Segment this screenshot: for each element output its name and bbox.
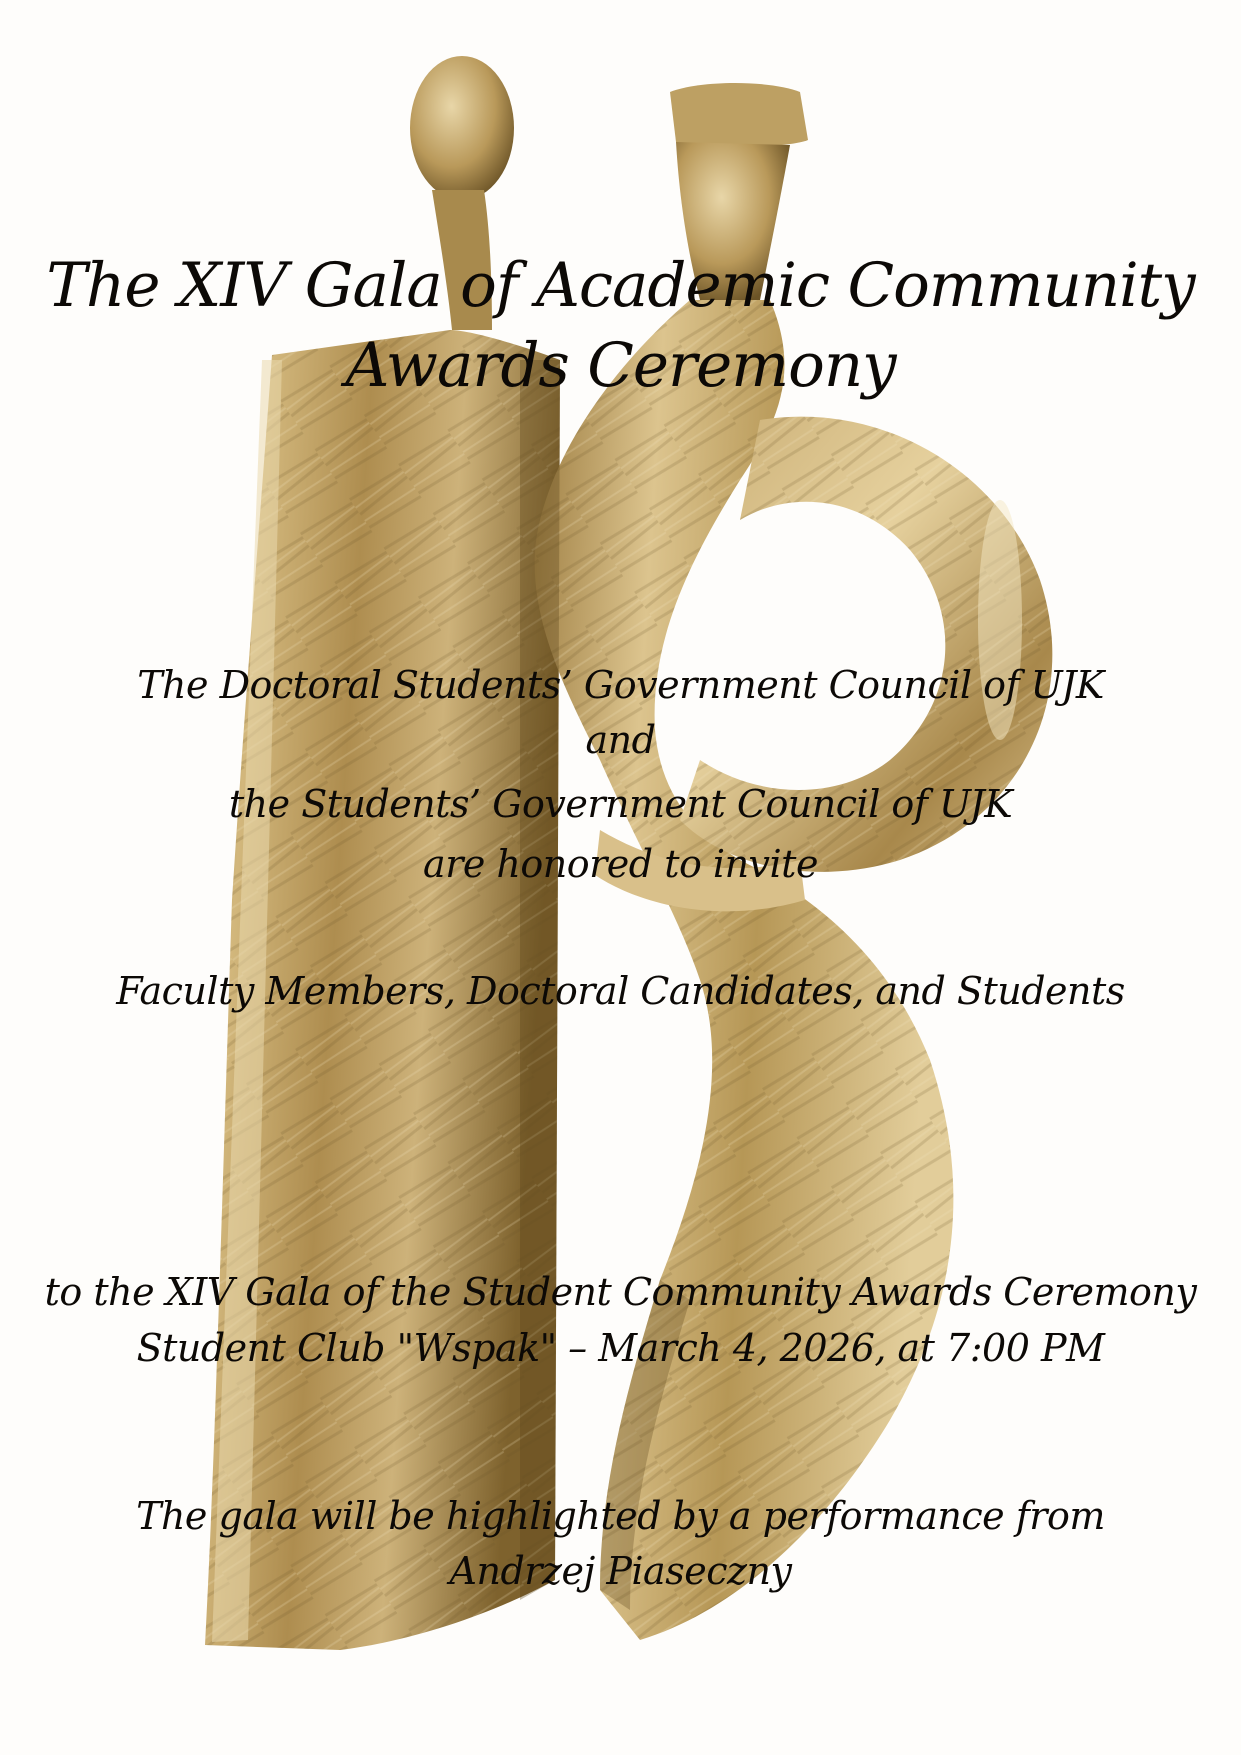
performance-line-1: The gala will be highlighted by a performance from — [136, 1494, 1105, 1538]
event-line-2: Student Club "Wspak" – March 4, 2026, at 7:00 PM — [136, 1326, 1105, 1370]
audience-line: Faculty Members, Doctoral Candidates, and Students — [116, 969, 1125, 1013]
hosts-line-4: are honored to invite — [423, 842, 818, 886]
invitation-title-line-1: The XIV Gala of Academic Community — [46, 250, 1195, 321]
hosts-line-1: The Doctoral Students’ Government Council of UJK — [137, 663, 1104, 707]
event-line-1: to the XIV Gala of the Student Community Awards Ceremony — [44, 1270, 1197, 1314]
performer-name: Andrzej Piaseczny — [449, 1549, 792, 1593]
hosts-line-3: the Students’ Government Council of UJK — [228, 782, 1013, 826]
hosts-line-2: and — [585, 718, 656, 762]
invitation-title-line-2: Awards Ceremony — [345, 330, 896, 401]
